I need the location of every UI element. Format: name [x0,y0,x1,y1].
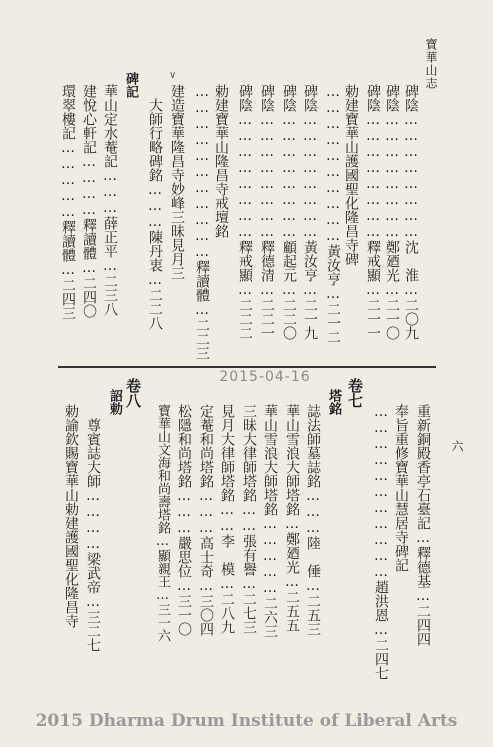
toc-entry: 碑陰……………………釋戒顯…二二二 [237,84,253,340]
watermark: 2015 Dharma Drum Institute of Liberal Arts [35,711,458,731]
toc-entry: 碑陰……………………顧起元…二二〇 [281,84,297,340]
toc-entry: 大師行略碑銘………陳丹衷…二二八 [147,98,163,330]
section-heading: 碑記 [123,72,138,98]
toc-entry: 碑陰……………………釋德清…二二一 [259,84,275,340]
toc-entry: 華山雪浪大師塔銘…鄭廼光…二五五 [284,404,300,632]
volume-heading: 卷八 [124,378,142,408]
volume-heading: 卷七 [346,378,364,408]
toc-entry: 三昧大律師塔銘……張有譽…二七三 [241,404,257,634]
section-heading: 塔銘 [326,389,341,415]
toc-entry: 碑陰……………………鄭廼光…二一〇 [384,84,400,340]
toc-entry: 見月大律師塔銘……李 模…二八九 [219,404,235,634]
date-stamp: 2015-04-16 [219,369,311,385]
toc-entry: 誌法師墓誌銘………陸 倕…二五三 [305,404,321,636]
toc-entry: 勅建寶華山護國聖化隆昌寺碑 [343,84,359,266]
toc-entry: 重新銅殿香亭石臺記…釋德基…二四四 [415,404,431,646]
toc-entry: 建造寶華隆昌寺妙峰三昧見月三 [169,84,185,280]
toc-entry: 碑陰……………………沈 淮…二〇九 [403,84,419,340]
toc-entry: 建悅心軒記…………釋讀體…二四〇 [81,84,97,318]
divider [58,366,436,368]
toc-entry: 寶華山文海和尚壽塔銘…顯親王…三一六 [155,404,170,642]
toc-entry: ……………………………釋讀體…二二三 [194,84,210,360]
toc-entry: …………………………黃汝亨…二一二 [325,84,341,344]
toc-entry: 定菴和尚塔銘………高士奇…三〇四 [198,404,214,636]
section-heading: 詔勅 [107,389,122,415]
toc-entry: 松隱和尚塔銘………嚴思位…三一〇 [176,404,192,636]
toc-entry: 勅建寶華山隆昌寺戒壇銘 [213,84,229,238]
toc-entry: 尊賓誌大師…………梁武帝…三二七 [85,418,101,652]
toc-entry: ……………………………趙洪恩…二四七 [373,404,389,680]
toc-entry: 勅諭欽賜寶華山勅建護國聖化隆昌寺 [63,404,79,628]
toc-entry: 華山定水菴記………薛正平…二三八 [102,84,118,316]
check-mark-icon: ∨ [169,70,177,81]
book-title: 寶華山志 [424,38,438,90]
toc-entry: 碑陰……………………釋戒顯…二一一 [365,84,381,340]
toc-entry: 奉旨重修寶華山慧居寺碑記 [393,404,409,572]
toc-entry: 華山雪浪大師塔銘……………二六三 [262,404,278,638]
toc-entry: 碑陰……………………黃汝亨…二一九 [302,84,318,340]
toc-entry: 環翠樓記……………釋讀體…二四三 [60,84,76,320]
page-number: 六 [450,440,464,453]
